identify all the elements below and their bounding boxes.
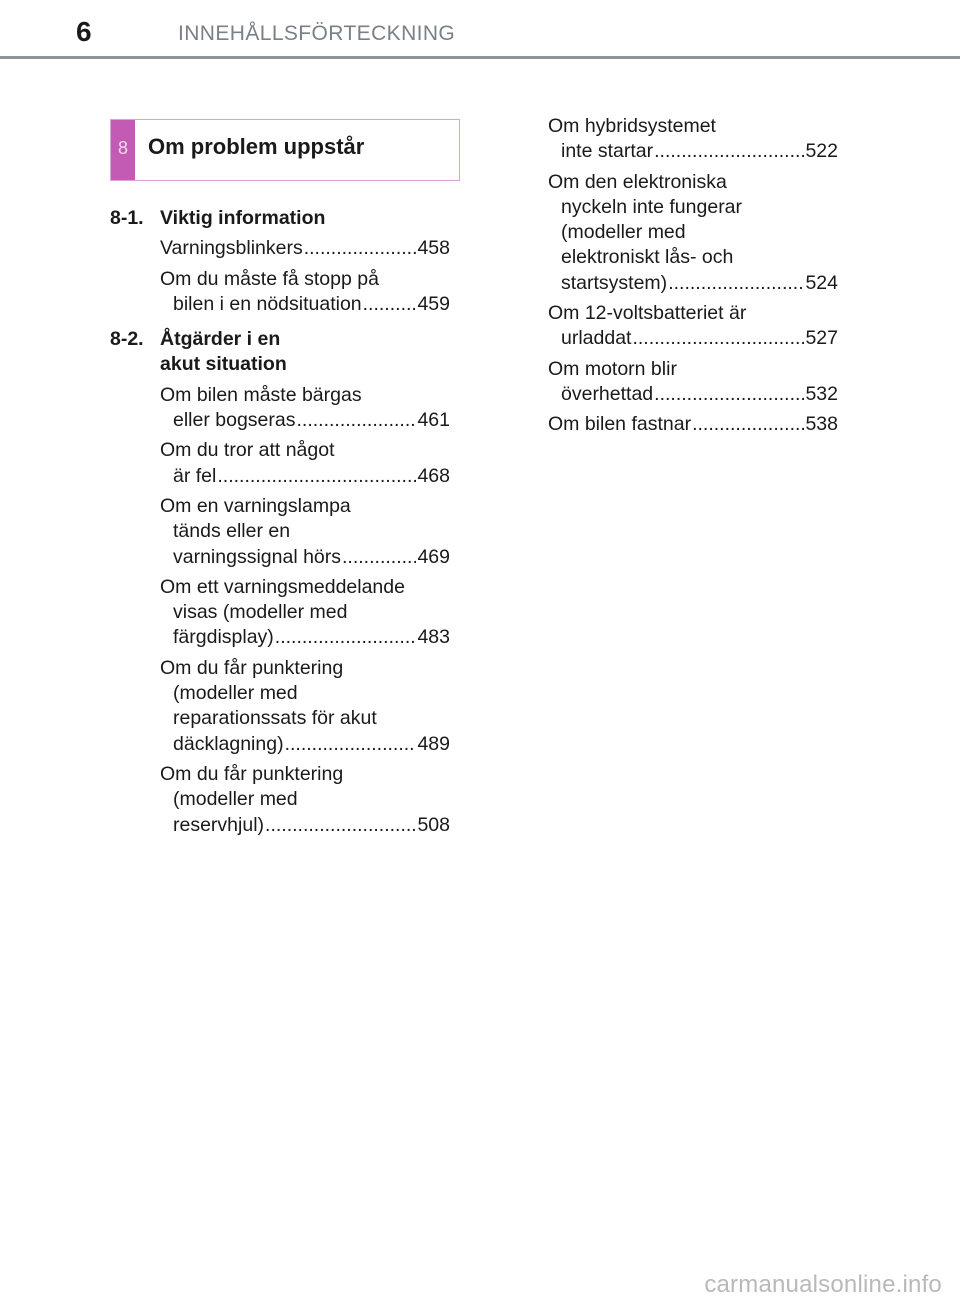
toc-entry[interactable] bbox=[110, 575, 450, 651]
toc-entry[interactable] bbox=[110, 383, 450, 434]
subsection-number: 8-1. bbox=[110, 207, 144, 229]
toc-entry-line bbox=[160, 292, 450, 317]
dot-leader bbox=[275, 625, 417, 650]
toc-page-number: 458 bbox=[417, 237, 450, 260]
toc-entry-line bbox=[160, 813, 450, 838]
toc-page-number: 524 bbox=[805, 271, 838, 294]
toc-page-number: 508 bbox=[417, 813, 450, 836]
toc-entry-line: Om ett varningsmeddelande bbox=[160, 575, 405, 598]
toc-page-number: 483 bbox=[417, 626, 450, 649]
page-number: 6 bbox=[76, 16, 92, 47]
toc-entry-line bbox=[548, 271, 838, 296]
toc-entry-line bbox=[548, 139, 838, 164]
section-heading-box bbox=[110, 119, 460, 181]
toc-entry-text: Varningsblinkers bbox=[160, 237, 303, 260]
toc-entry[interactable] bbox=[548, 301, 838, 352]
toc-entry-line: Om du måste få stopp på bbox=[160, 267, 379, 290]
toc-entry-line: (modeller med bbox=[173, 682, 298, 705]
toc-entry-line bbox=[548, 326, 838, 351]
toc-entry-line: Om den elektroniska bbox=[548, 170, 727, 193]
toc-right-column bbox=[548, 114, 838, 443]
subsection-title-line: akut situation bbox=[160, 353, 287, 376]
toc-entry-line: visas (modeller med bbox=[173, 601, 348, 624]
toc-entry-line: (modeller med bbox=[561, 221, 686, 244]
watermark: carmanualsonline.info bbox=[704, 1271, 942, 1298]
toc-entry-line: Om en varningslampa bbox=[160, 494, 351, 517]
toc-page-number: 459 bbox=[417, 292, 450, 315]
toc-entry-line: nyckeln inte fungerar bbox=[561, 195, 743, 218]
toc-entry-text: varningssignal hörs bbox=[173, 545, 342, 568]
toc-page-number: 522 bbox=[805, 140, 838, 163]
dot-leader bbox=[668, 271, 804, 296]
dot-leader bbox=[304, 236, 417, 261]
subsection-heading[interactable] bbox=[110, 327, 450, 378]
section-number-tab: 8 bbox=[111, 120, 135, 180]
toc-entry-line bbox=[160, 464, 450, 489]
toc-entry-line bbox=[160, 732, 450, 757]
toc-page-number: 468 bbox=[417, 464, 450, 487]
toc-page-number: 469 bbox=[417, 545, 450, 568]
toc-entry-line: Om 12-voltsbatteriet är bbox=[548, 302, 747, 325]
toc-entry-line: Om du får punktering bbox=[160, 762, 344, 785]
toc-page-number: 538 bbox=[805, 413, 838, 436]
toc-left-column bbox=[110, 206, 450, 843]
toc-entry-line bbox=[160, 545, 450, 570]
dot-leader bbox=[632, 326, 804, 351]
toc-entry-line: elektroniskt lås- och bbox=[561, 246, 734, 269]
dot-leader bbox=[285, 732, 417, 757]
toc-entry-line: Om motorn blir bbox=[548, 357, 677, 380]
dot-leader bbox=[654, 382, 804, 407]
toc-entry-line: (modeller med bbox=[173, 788, 298, 811]
dot-leader bbox=[296, 408, 416, 433]
toc-entry-line: Om hybridsystemet bbox=[548, 115, 716, 137]
toc-entry-line bbox=[160, 408, 450, 433]
toc-entry-text: startsystem) bbox=[561, 271, 668, 294]
toc-entry-text: är fel bbox=[173, 464, 217, 487]
toc-entry[interactable] bbox=[110, 656, 450, 757]
toc-entry-line: tänds eller en bbox=[173, 520, 291, 543]
toc-entry-line bbox=[548, 382, 838, 407]
toc-entry-text: Om bilen fastnar bbox=[548, 413, 692, 436]
toc-entry-line: Om bilen måste bärgas bbox=[160, 383, 362, 406]
toc-entry[interactable] bbox=[110, 267, 450, 318]
toc-entry[interactable] bbox=[110, 762, 450, 838]
toc-entry-line: Om du får punktering bbox=[160, 656, 344, 679]
subsection-heading[interactable] bbox=[110, 206, 450, 231]
toc-entry-text: däcklagning) bbox=[173, 732, 284, 755]
page-header bbox=[0, 0, 960, 62]
toc-page-number: 461 bbox=[417, 409, 450, 432]
subsection-title-line: Viktig information bbox=[160, 207, 326, 229]
header-title: INNEHÅLLSFÖRTECKNING bbox=[178, 22, 456, 45]
toc-entry-text: bilen i en nödsituation bbox=[173, 292, 362, 315]
dot-leader bbox=[692, 412, 804, 437]
toc-entry-text: överhettad bbox=[561, 382, 654, 405]
dot-leader bbox=[265, 813, 416, 838]
toc-entry[interactable] bbox=[110, 236, 450, 261]
dot-leader bbox=[217, 464, 416, 489]
toc-page-number: 527 bbox=[805, 327, 838, 350]
toc-page-number: 489 bbox=[417, 732, 450, 755]
dot-leader bbox=[342, 545, 416, 570]
toc-entry[interactable] bbox=[110, 494, 450, 570]
toc-entry-line bbox=[160, 625, 450, 650]
toc-page-number: 532 bbox=[805, 382, 838, 405]
toc-entry[interactable] bbox=[548, 170, 838, 296]
toc-entry[interactable] bbox=[548, 412, 838, 437]
toc-entry-text: inte startar bbox=[561, 140, 654, 163]
section-title: Om problem uppstår bbox=[148, 134, 365, 159]
toc-entry-line bbox=[548, 412, 838, 437]
toc-entry-line: reparationssats för akut bbox=[173, 707, 377, 730]
toc-entry-text: eller bogseras bbox=[173, 409, 296, 432]
toc-entry[interactable] bbox=[548, 114, 838, 165]
toc-entry-line: Om du tror att något bbox=[160, 439, 335, 462]
toc-entry[interactable] bbox=[110, 438, 450, 489]
header-rule bbox=[0, 56, 960, 59]
subsection-title-line: Åtgärder i en bbox=[160, 328, 281, 351]
dot-leader bbox=[654, 139, 804, 164]
toc-entry-text: urladdat bbox=[561, 327, 632, 350]
toc-entry[interactable] bbox=[548, 357, 838, 408]
dot-leader bbox=[363, 292, 417, 317]
subsection-number: 8-2. bbox=[110, 328, 144, 351]
toc-entry-text: reservhjul) bbox=[173, 813, 265, 836]
toc-entry-text: färgdisplay) bbox=[173, 626, 274, 649]
toc-entry-line bbox=[160, 236, 450, 261]
